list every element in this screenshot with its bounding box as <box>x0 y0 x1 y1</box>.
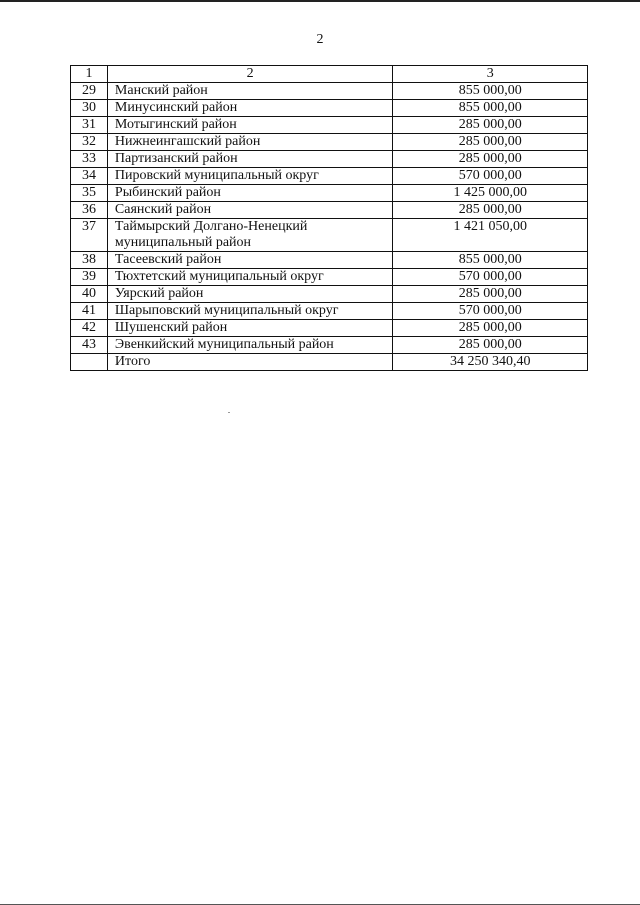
table-row <box>71 337 588 354</box>
table-row <box>71 320 588 337</box>
row-amount: 855 000,00 <box>393 83 588 100</box>
column-header-number: 1 <box>71 66 108 83</box>
table-row <box>71 202 588 219</box>
row-amount: 285 000,00 <box>393 134 588 151</box>
table-row <box>71 269 588 286</box>
row-number: 33 <box>71 151 108 168</box>
table-row <box>71 151 588 168</box>
row-number: 41 <box>71 303 108 320</box>
row-number: 34 <box>71 168 108 185</box>
row-municipality: Эвенкийский муниципальный район <box>107 337 393 354</box>
row-municipality: Тасеевский район <box>107 252 393 269</box>
table-row <box>71 83 588 100</box>
table-row <box>71 185 588 202</box>
row-municipality: Манский район <box>107 83 393 100</box>
row-number: 30 <box>71 100 108 117</box>
row-amount: 285 000,00 <box>393 117 588 134</box>
row-municipality: Минусинский район <box>107 100 393 117</box>
row-number: 36 <box>71 202 108 219</box>
row-amount: 285 000,00 <box>393 202 588 219</box>
table-row <box>71 219 588 252</box>
row-amount: 285 000,00 <box>393 151 588 168</box>
row-amount: 570 000,00 <box>393 269 588 286</box>
row-number: 37 <box>71 219 108 252</box>
table-row <box>71 303 588 320</box>
municipality-allocation-table <box>70 65 588 371</box>
row-amount: 855 000,00 <box>393 100 588 117</box>
page-number: 2 <box>316 32 324 47</box>
scan-top-edge <box>0 0 640 2</box>
table-row <box>71 117 588 134</box>
row-municipality <box>107 219 393 252</box>
total-label: Итого <box>107 354 393 371</box>
table-row <box>71 168 588 185</box>
row-number: 29 <box>71 83 108 100</box>
table-row <box>71 286 588 303</box>
table-header-row <box>71 66 588 83</box>
row-municipality: Нижнеингашский район <box>107 134 393 151</box>
row-municipality: Партизанский район <box>107 151 393 168</box>
row-municipality: Шушенский район <box>107 320 393 337</box>
row-number: 40 <box>71 286 108 303</box>
table-row <box>71 100 588 117</box>
table-row <box>71 134 588 151</box>
column-header-name: 2 <box>107 66 393 83</box>
row-municipality: Пировский муниципальный округ <box>107 168 393 185</box>
row-amount: 855 000,00 <box>393 252 588 269</box>
row-number: 39 <box>71 269 108 286</box>
row-municipality-line: Таймырский Долгано-Ненецкий <box>114 219 308 234</box>
row-number: 42 <box>71 320 108 337</box>
row-amount: 1 421 050,00 <box>393 219 588 252</box>
row-number: 38 <box>71 252 108 269</box>
row-number: 43 <box>71 337 108 354</box>
row-amount: 570 000,00 <box>393 303 588 320</box>
total-number <box>71 354 108 371</box>
table-total-row <box>71 354 588 371</box>
row-amount: 1 425 000,00 <box>393 185 588 202</box>
row-municipality-line: муниципальный район <box>114 235 252 250</box>
row-municipality: Тюхтетский муниципальный округ <box>107 269 393 286</box>
row-municipality: Саянский район <box>107 202 393 219</box>
row-number: 31 <box>71 117 108 134</box>
column-header-amount: 3 <box>393 66 588 83</box>
scan-speck <box>228 412 230 413</box>
row-amount: 285 000,00 <box>393 320 588 337</box>
row-municipality: Рыбинский район <box>107 185 393 202</box>
total-amount: 34 250 340,40 <box>393 354 588 371</box>
row-number: 32 <box>71 134 108 151</box>
row-amount: 285 000,00 <box>393 337 588 354</box>
row-municipality: Шарыповский муниципальный округ <box>107 303 393 320</box>
row-amount: 285 000,00 <box>393 286 588 303</box>
row-municipality: Мотыгинский район <box>107 117 393 134</box>
row-municipality: Уярский район <box>107 286 393 303</box>
row-number: 35 <box>71 185 108 202</box>
table-row <box>71 252 588 269</box>
row-amount: 570 000,00 <box>393 168 588 185</box>
